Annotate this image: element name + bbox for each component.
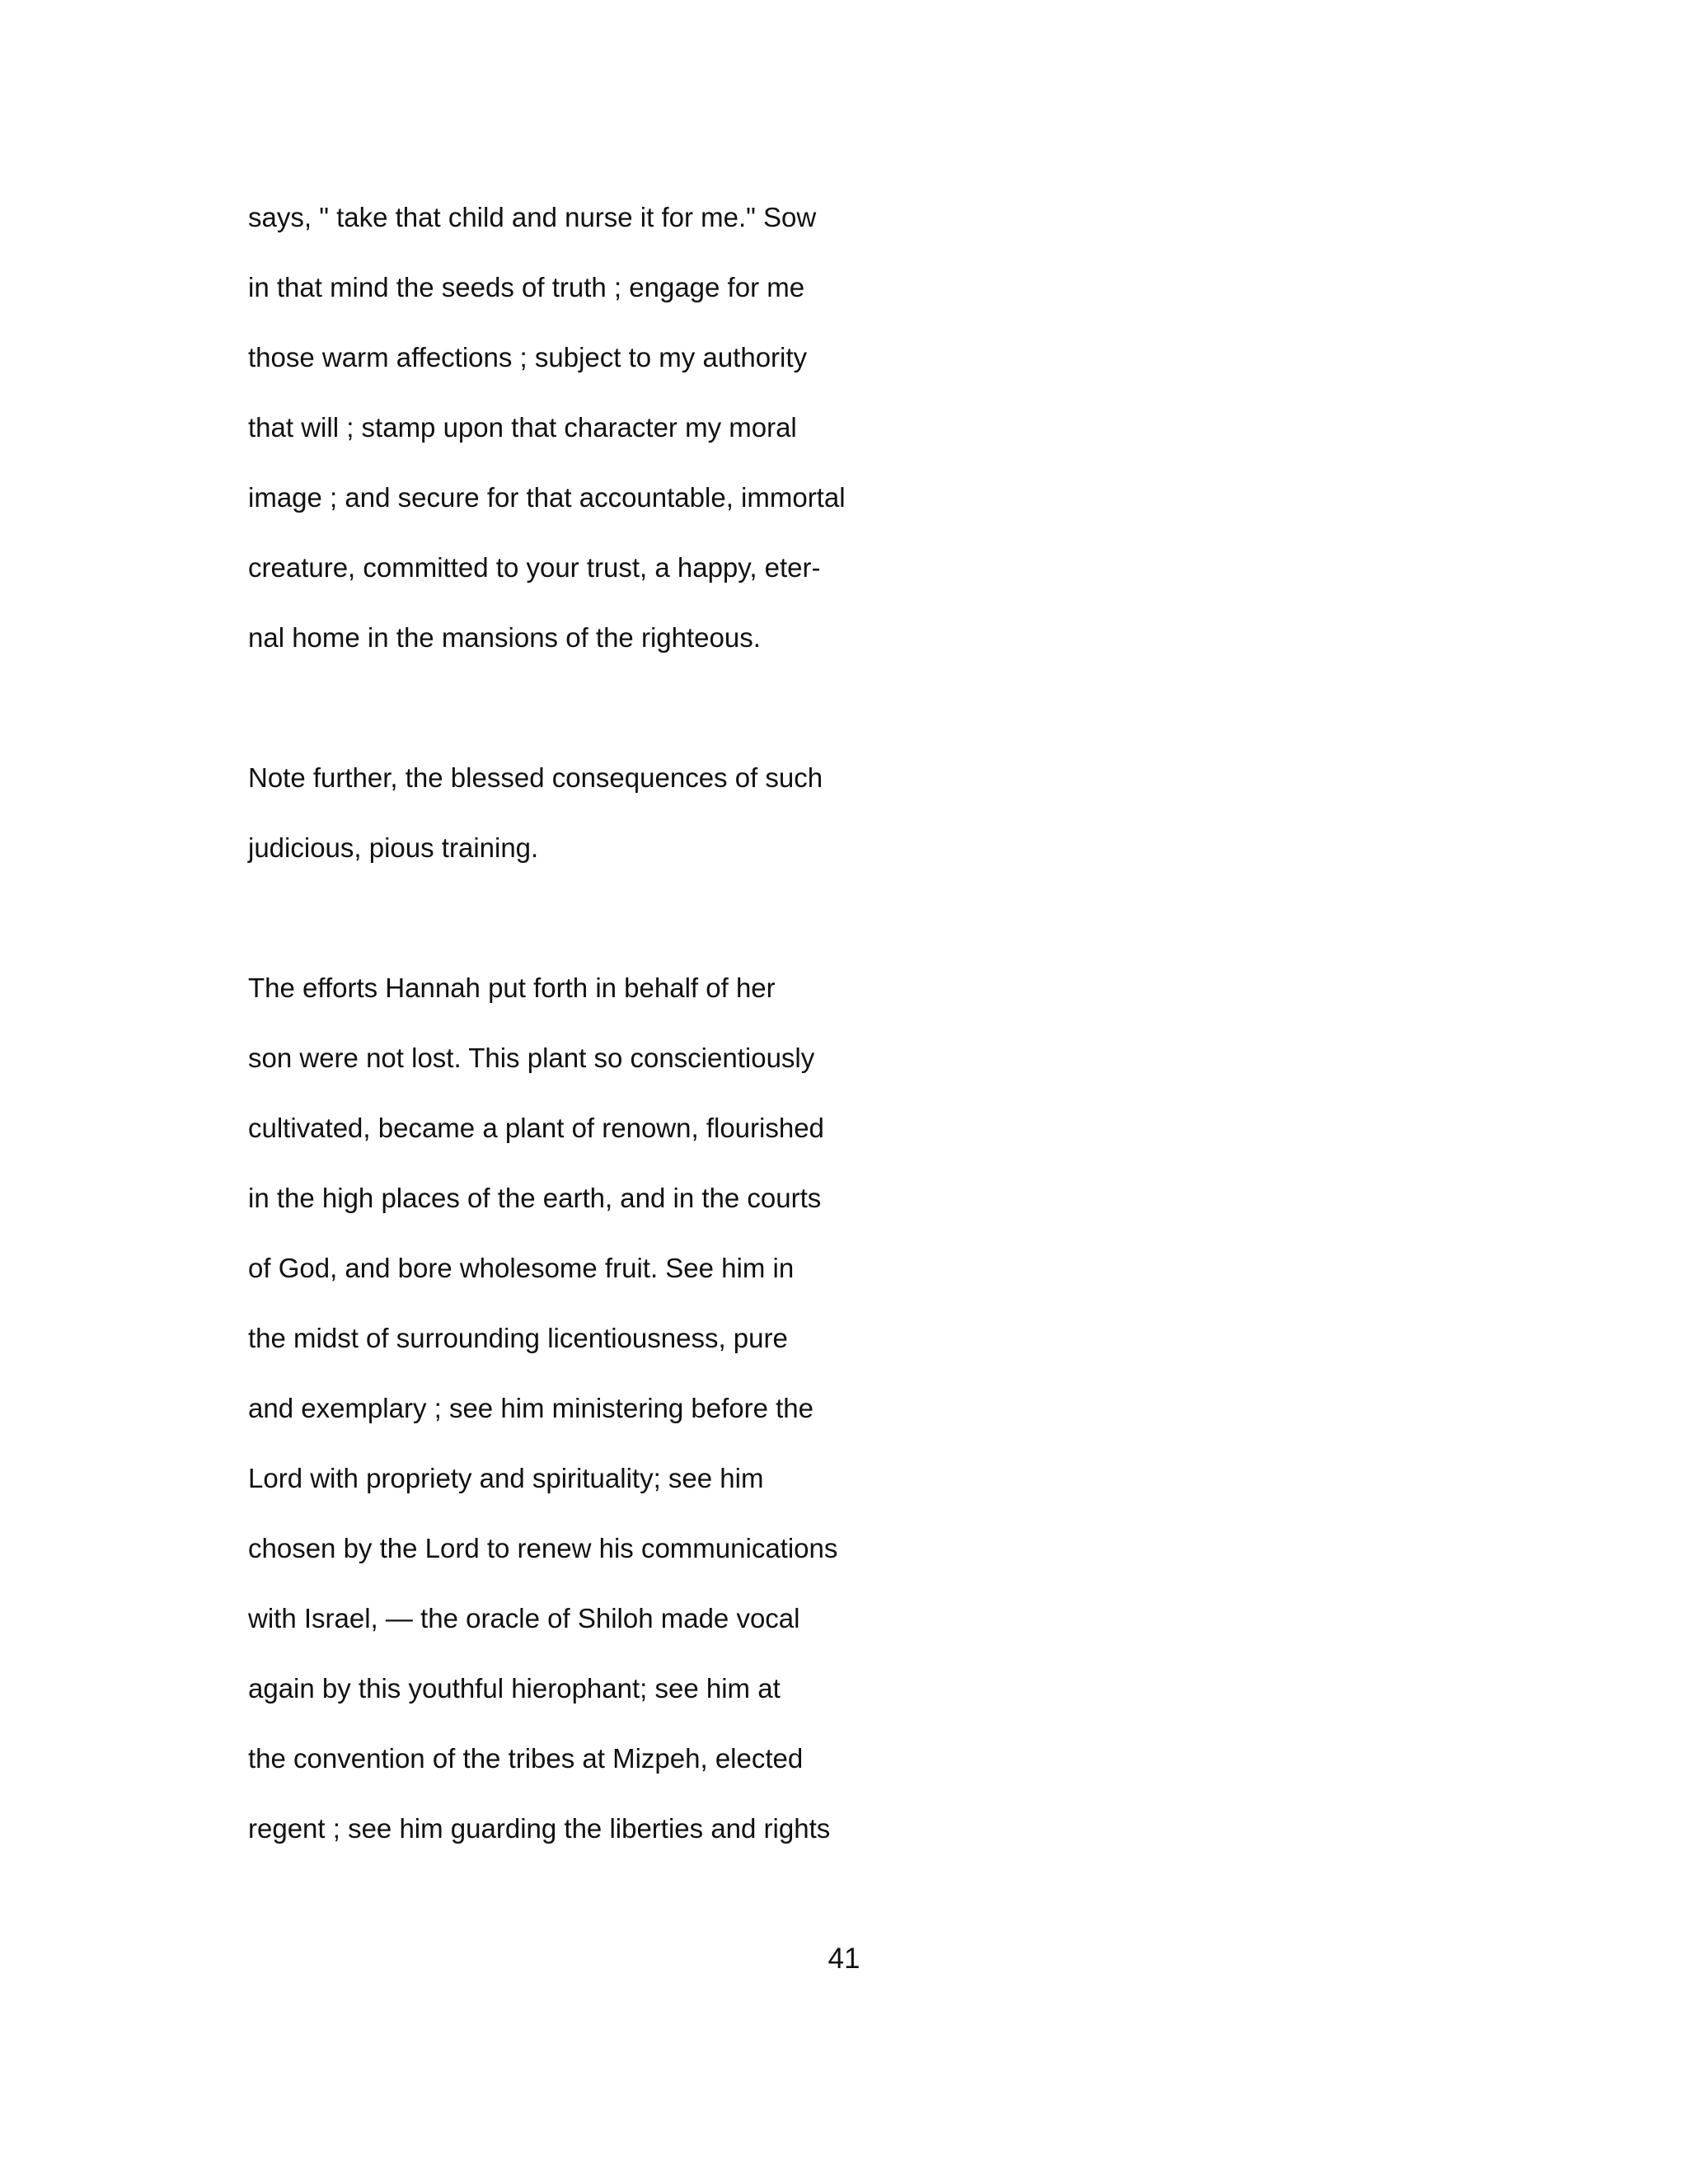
text-line: judicious, pious training. (248, 832, 539, 863)
paragraph-gap (248, 897, 990, 967)
text-line: regent ; see him guarding the liberties and rights (248, 1813, 831, 1844)
text-line: Lord with propriety and spirituality; see him (248, 1463, 764, 1493)
text-line: son were not lost. This plant so conscientiously (248, 1043, 815, 1073)
paragraph (248, 967, 990, 1877)
text-line: Note further, the blessed consequences of such (248, 762, 823, 793)
text-line: and exemplary ; see him ministering before the (248, 1393, 814, 1423)
text-line: says, " take that child and nurse it for me." Sow (248, 202, 817, 232)
paragraph (248, 757, 990, 897)
page-number: 41 (828, 1943, 860, 1975)
text-line: those warm affections ; subject to my authority (248, 342, 808, 373)
text-line: nal home in the mansions of the righteous. (248, 622, 761, 653)
paragraph (248, 196, 990, 687)
text-line: that will ; stamp upon that character my moral (248, 412, 797, 443)
text-line: of God, and bore wholesome fruit. See him in (248, 1253, 795, 1283)
text-line: image ; and secure for that accountable, immortal (248, 482, 846, 513)
text-line: again by this youthful hierophant; see him at (248, 1673, 781, 1704)
text-line: chosen by the Lord to renew his communications (248, 1533, 838, 1563)
body-text (248, 196, 990, 1877)
paragraph-gap (248, 687, 990, 757)
text-line: the midst of surrounding licentiousness, pure (248, 1323, 788, 1353)
text-line: with Israel, — the oracle of Shiloh made vocal (248, 1603, 800, 1633)
text-line: in the high places of the earth, and in the courts (248, 1183, 822, 1213)
text-line: The efforts Hannah put forth in behalf of her (248, 972, 776, 1003)
text-line: in that mind the seeds of truth ; engage for me (248, 272, 805, 302)
text-line: creature, committed to your trust, a happy, eter- (248, 552, 821, 583)
text-line: cultivated, became a plant of renown, flourished (248, 1113, 824, 1143)
text-line: the convention of the tribes at Mizpeh, elected (248, 1743, 804, 1774)
